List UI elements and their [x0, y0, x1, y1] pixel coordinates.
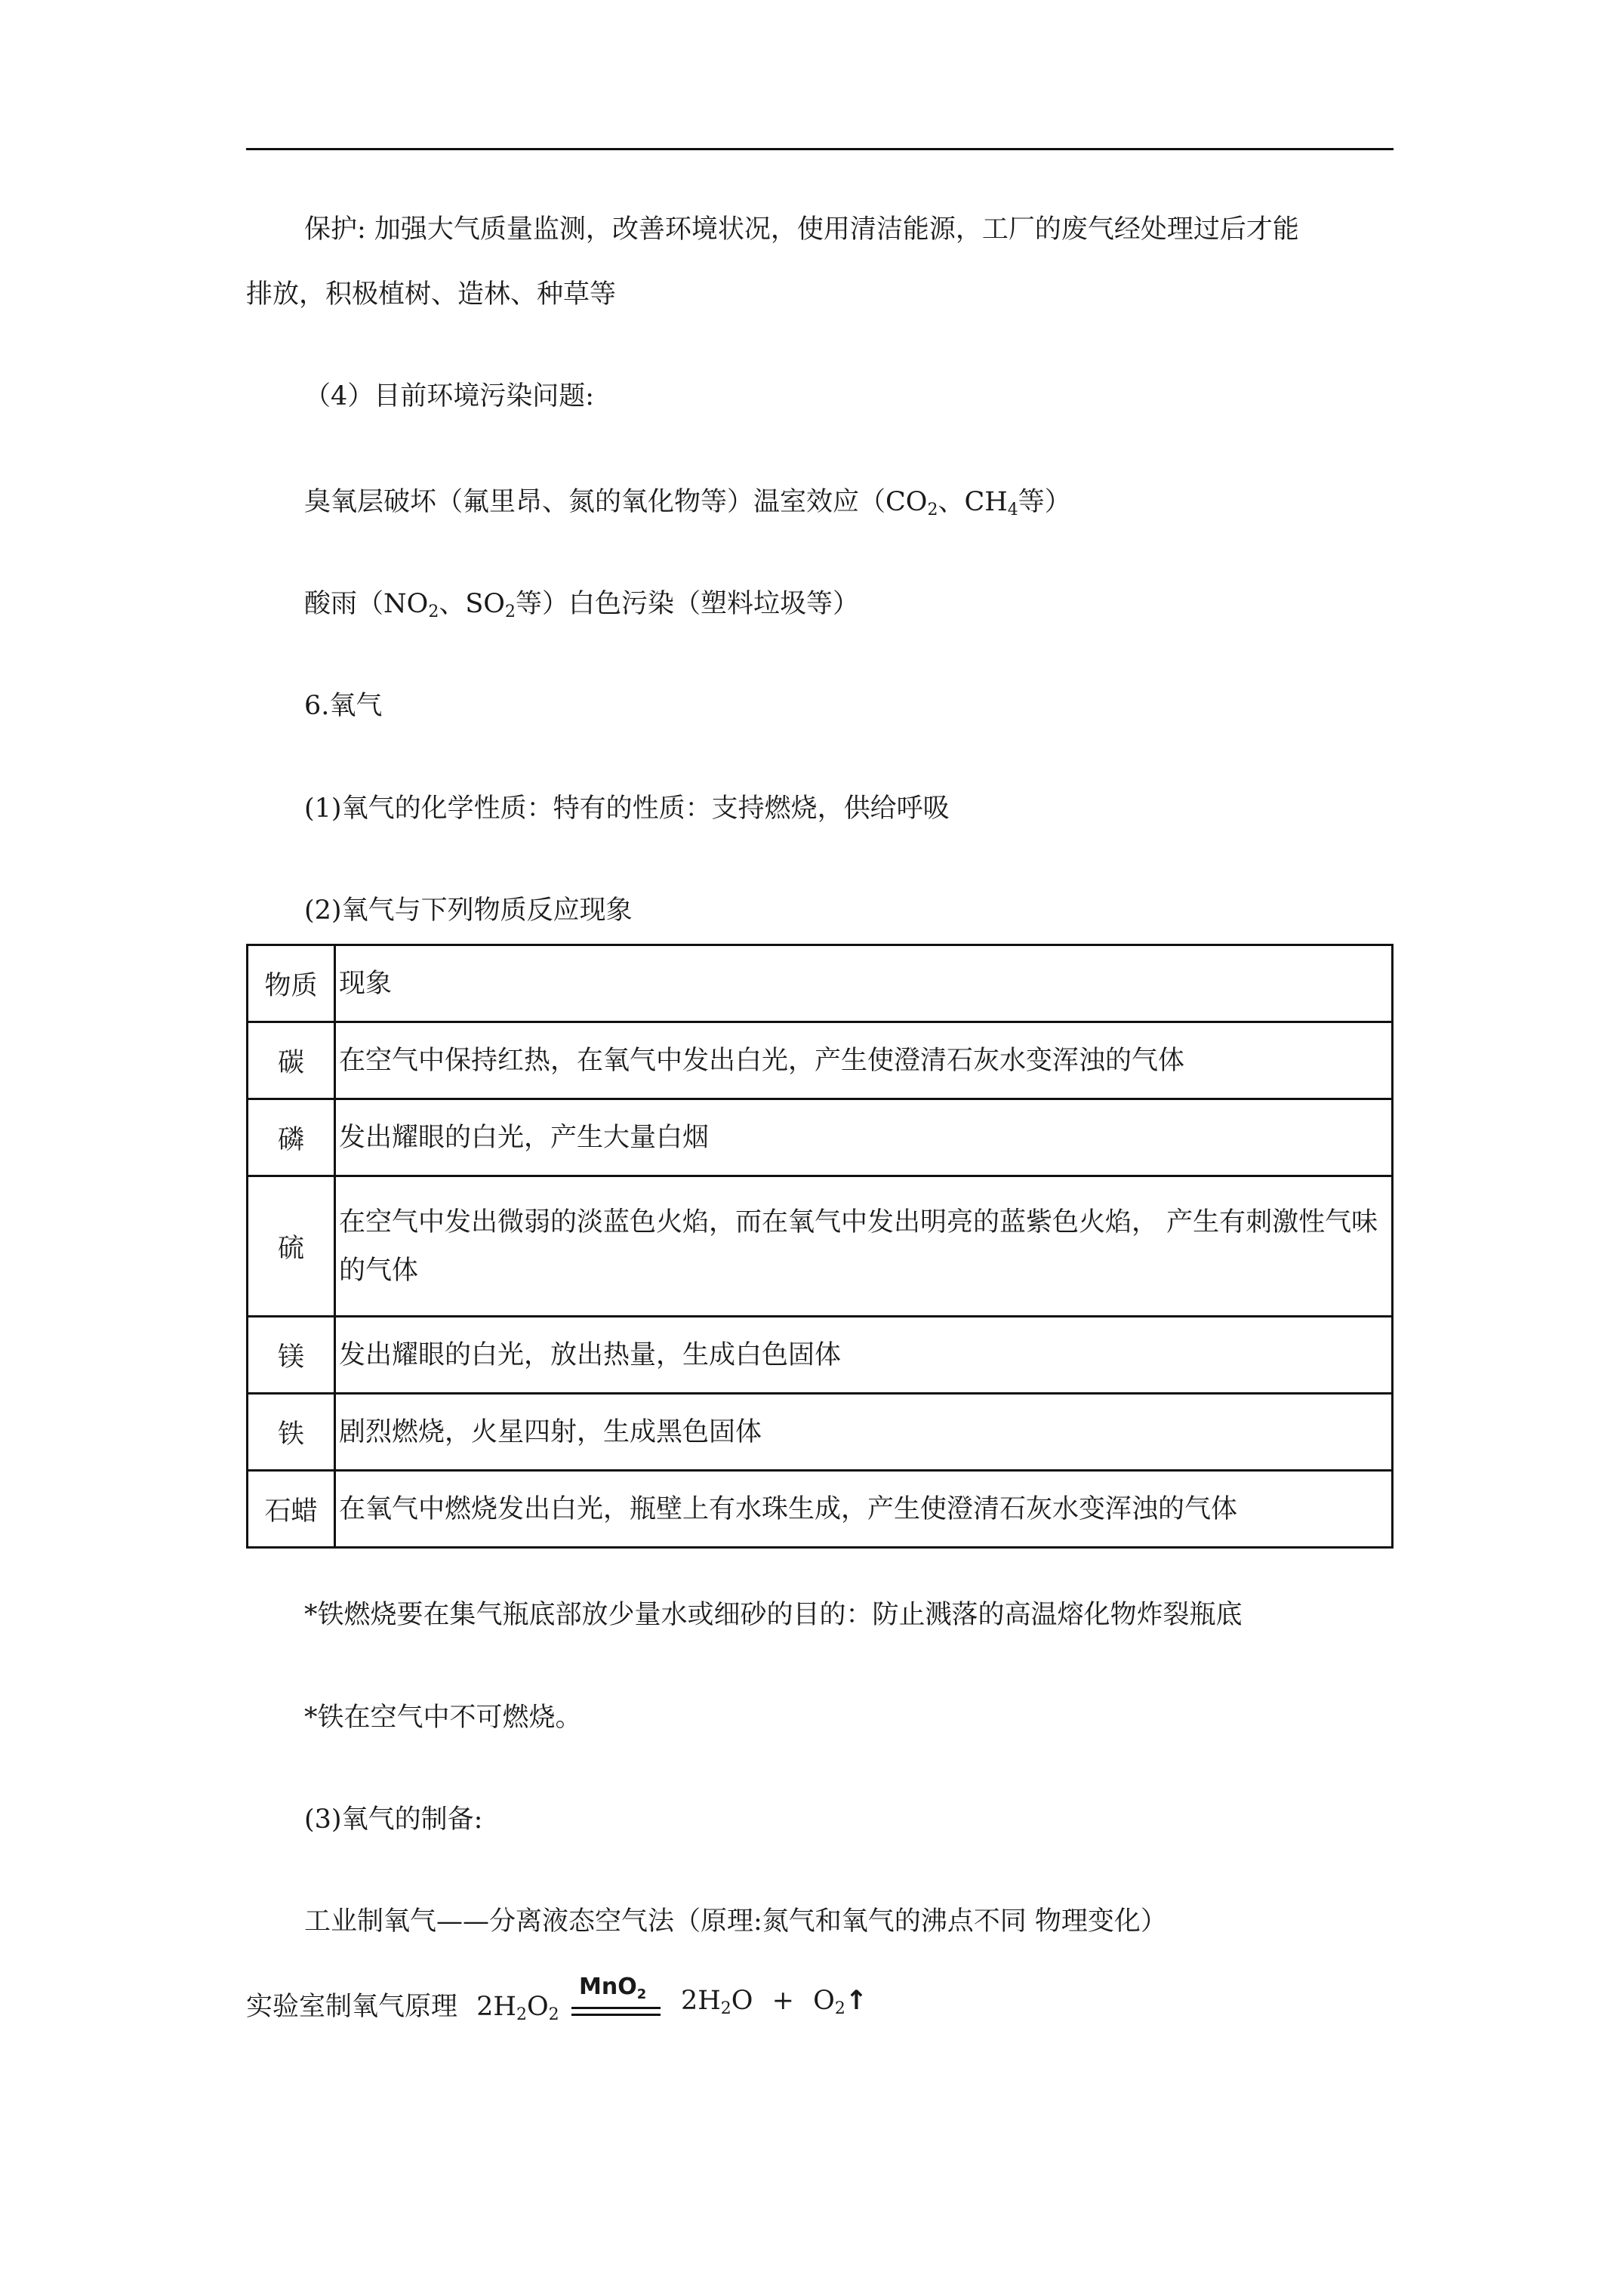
- protect-line-2: 排放，积极植树、造林、种草等: [246, 279, 617, 310]
- catalyst-label: MnO$_2$: [579, 1974, 647, 2002]
- oxygen-chem-props: (1)氧气的化学性质：特有的性质：支持燃烧，供给呼吸: [304, 794, 950, 824]
- table-header-row: [248, 945, 1393, 1022]
- oxygen-heading: 6.氧气: [304, 691, 383, 721]
- substance-cell: 石蜡: [248, 1471, 335, 1548]
- product-water: $2H_2O$: [681, 1986, 753, 2018]
- industrial-method: 工业制氧气——分离液态空气法（原理:氮气和氧气的沸点不同 物理变化）: [304, 1906, 1167, 1937]
- phenomenon-cell: 在空气中发出微弱的淡蓝色火焰，而在氧气中发出明亮的蓝紫色火焰， 产生有刺激性气味的气体: [335, 1176, 1393, 1317]
- substance-cell: 碳: [248, 1022, 335, 1099]
- table-row: [248, 1176, 1393, 1317]
- oxygen-reaction-heading: (2)氧气与下列物质反应现象: [304, 895, 633, 926]
- phenomenon-cell: 在氧气中燃烧发出白光，瓶壁上有水珠生成，产生使澄清石灰水变浑浊的气体: [335, 1471, 1393, 1548]
- reaction-condition: [571, 1974, 661, 2019]
- note-iron-air: *铁在空气中不可燃烧。: [304, 1703, 582, 1733]
- acid-rain-line: 酸雨（$NO_2$、$SO_2$等）白色污染（塑料垃圾等）: [304, 589, 860, 621]
- table-row: [248, 1394, 1393, 1471]
- phenomenon-cell: 在空气中保持红热，在氧气中发出白光，产生使澄清石灰水变浑浊的气体: [335, 1022, 1393, 1099]
- gas-arrow-icon: ↑: [845, 1986, 868, 2016]
- preparation-heading: (3)氧气的制备:: [304, 1804, 483, 1835]
- substance-cell: 铁: [248, 1394, 335, 1471]
- substance-cell: 磷: [248, 1099, 335, 1176]
- equals-line-bottom: [571, 2014, 661, 2016]
- lab-formula: [246, 1986, 559, 2031]
- table-row: [248, 1099, 1393, 1176]
- table-row: [248, 1317, 1393, 1394]
- header-substance: 物质: [248, 945, 335, 1022]
- table-row: [248, 1471, 1393, 1548]
- product-oxygen: $O_2$: [813, 1986, 845, 2018]
- equals-line-top: [571, 2007, 661, 2009]
- table-row: [248, 1022, 1393, 1099]
- ozone-line: 臭氧层破坏（氟里昂、氮的氧化物等）温室效应（$CO_2$、$CH_4$等）: [304, 487, 1071, 519]
- plus-sign: +: [771, 1986, 794, 2016]
- note-iron-bottle: *铁燃烧要在集气瓶底部放少量水或细砂的目的：防止溅落的高温熔化物炸裂瓶底: [304, 1600, 1243, 1630]
- phenomenon-cell: 发出耀眼的白光，放出热量，生成白色固体: [335, 1317, 1393, 1394]
- substance-cell: 镁: [248, 1317, 335, 1394]
- lab-label: 实验室制氧气原理: [246, 1992, 458, 2022]
- reactant: $2H_2O_2$: [476, 1992, 559, 2024]
- header-rule: [246, 148, 1394, 150]
- protect-line-1: 保护: 加强大气质量监测，改善环境状况，使用清洁能源，工厂的废气经处理过后才能: [304, 214, 1299, 245]
- phenomenon-cell: 剧烈燃烧，火星四射，生成黑色固体: [335, 1394, 1393, 1471]
- products: [681, 1986, 867, 2031]
- reaction-table: [246, 944, 1394, 1549]
- phenomenon-cell: 发出耀眼的白光，产生大量白烟: [335, 1099, 1393, 1176]
- header-phenomenon: 现象: [335, 945, 1393, 1022]
- substance-cell: 硫: [248, 1176, 335, 1317]
- pollution-heading: （4）目前环境污染问题:: [304, 381, 595, 411]
